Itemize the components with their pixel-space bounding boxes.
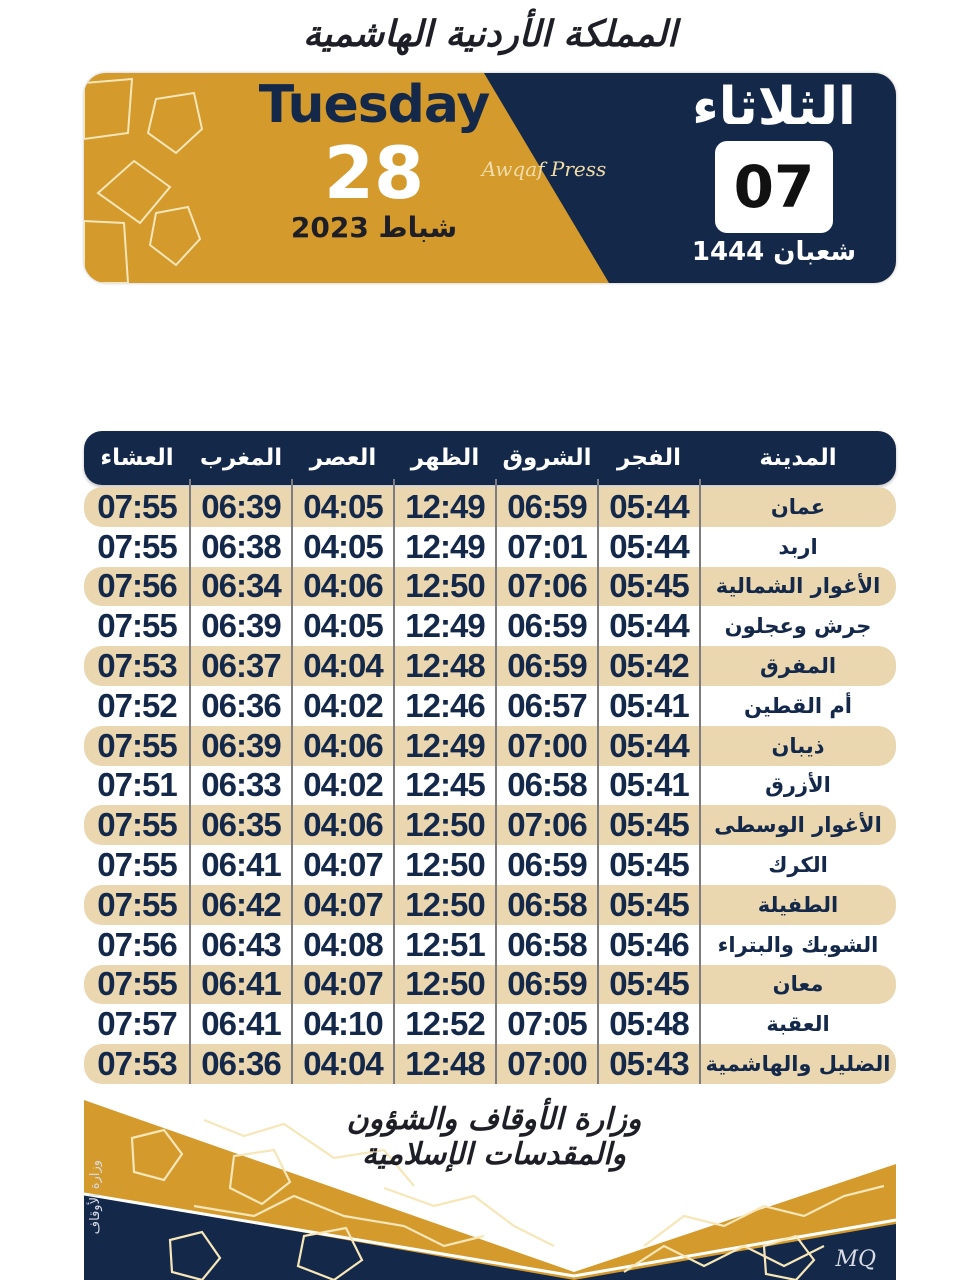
isha-time: 07:55: [97, 846, 177, 884]
asr-time: 04:07: [303, 846, 383, 884]
fajr-time: 05:45: [609, 846, 689, 884]
shurooq-time: 06:59: [507, 846, 587, 884]
column-header-city: المدينة: [759, 445, 837, 471]
isha-time: 07:56: [97, 925, 177, 963]
prayer-times-table: [84, 431, 896, 1084]
maghrib-time: 06:41: [201, 965, 281, 1003]
maghrib-time: 06:36: [201, 686, 281, 724]
table-header: [84, 431, 896, 485]
column-header-shurooq: الشروق: [502, 445, 592, 471]
city-name: الأزرق: [765, 773, 831, 798]
fajr-time: 05:44: [609, 726, 689, 764]
asr-time: 04:10: [303, 1005, 383, 1043]
city-name: المفرق: [759, 654, 837, 679]
asr-time: 04:04: [303, 647, 383, 685]
designer-signature: MQ: [835, 1247, 876, 1272]
hijri-month-year: شعبان 1444: [691, 237, 857, 267]
column-header-maghrib: المغرب: [199, 445, 283, 471]
column-header-asr: العصر: [309, 445, 377, 471]
fajr-time: 05:45: [609, 806, 689, 844]
asr-time: 04:04: [303, 1045, 383, 1083]
maghrib-time: 06:43: [201, 925, 281, 963]
dhuhr-time: 12:48: [405, 647, 485, 685]
city-name: الطفيلة: [757, 892, 839, 917]
city-name: الكرك: [768, 853, 828, 878]
shurooq-time: 07:01: [507, 527, 587, 565]
table-row: [84, 965, 896, 1005]
maghrib-time: 06:37: [201, 647, 281, 685]
fajr-time: 05:42: [609, 647, 689, 685]
maghrib-time: 06:38: [201, 527, 281, 565]
dhuhr-time: 12:49: [405, 726, 485, 764]
isha-time: 07:57: [97, 1005, 177, 1043]
shurooq-time: 07:06: [507, 806, 587, 844]
maghrib-time: 06:39: [201, 726, 281, 764]
dhuhr-time: 12:49: [405, 527, 485, 565]
isha-time: 07:55: [97, 965, 177, 1003]
isha-time: 07:55: [97, 527, 177, 565]
hijri-day: 07: [715, 141, 833, 233]
table-body: [84, 487, 896, 1084]
fajr-time: 05:45: [609, 965, 689, 1003]
shurooq-time: 06:59: [507, 487, 587, 525]
isha-time: 07:55: [97, 806, 177, 844]
shurooq-time: 06:58: [507, 925, 587, 963]
city-name: اربد: [778, 534, 818, 559]
city-name: العقبة: [766, 1012, 830, 1037]
table-row: [84, 487, 896, 527]
city-name: الأغوار الوسطى: [714, 813, 882, 838]
table-row: [84, 686, 896, 726]
footer-banner: [84, 1096, 896, 1280]
column-header-dhuhr: الظهر: [410, 445, 480, 471]
asr-time: 04:08: [303, 925, 383, 963]
shurooq-time: 07:00: [507, 726, 587, 764]
fajr-time: 05:46: [609, 925, 689, 963]
dhuhr-time: 12:49: [405, 607, 485, 645]
fajr-time: 05:41: [609, 686, 689, 724]
dhuhr-time: 12:52: [405, 1005, 485, 1043]
city-name: جرش وعجلون: [724, 614, 872, 639]
city-name: أم القطين: [743, 693, 853, 718]
asr-time: 04:02: [303, 686, 383, 724]
dhuhr-time: 12:50: [405, 567, 485, 605]
column-header-isha: العشاء: [100, 445, 174, 471]
maghrib-time: 06:34: [201, 567, 281, 605]
table-row: [84, 726, 896, 766]
isha-time: 07:55: [97, 726, 177, 764]
dhuhr-time: 12:46: [405, 686, 485, 724]
isha-time: 07:55: [97, 487, 177, 525]
awqaf-press-watermark: Awqaf Press: [481, 157, 607, 181]
city-name: عمان: [770, 494, 826, 519]
maghrib-time: 06:33: [201, 766, 281, 804]
geometric-pattern-icon: [84, 73, 204, 283]
dhuhr-time: 12:51: [405, 925, 485, 963]
fajr-time: 05:44: [609, 487, 689, 525]
asr-time: 04:06: [303, 567, 383, 605]
city-name: الأغوار الشمالية: [715, 574, 881, 599]
asr-time: 04:07: [303, 965, 383, 1003]
table-row: [84, 1004, 896, 1044]
isha-time: 07:55: [97, 885, 177, 923]
shurooq-time: 07:00: [507, 1045, 587, 1083]
fajr-time: 05:45: [609, 567, 689, 605]
asr-time: 04:05: [303, 607, 383, 645]
city-name: الشوبك والبتراء: [717, 932, 879, 957]
vertical-ministry-label: وزارة الأوقاف: [88, 1160, 103, 1235]
shurooq-time: 06:59: [507, 607, 587, 645]
shurooq-time: 06:59: [507, 647, 587, 685]
table-row: [84, 805, 896, 845]
maghrib-time: 06:41: [201, 846, 281, 884]
city-name: معان: [772, 972, 824, 997]
isha-time: 07:55: [97, 607, 177, 645]
table-row: [84, 527, 896, 567]
kingdom-title: المملكة الأردنية الهاشمية: [303, 13, 677, 55]
table-row: [84, 1044, 896, 1084]
maghrib-time: 06:39: [201, 607, 281, 645]
ministry-name: وزارة الأوقاف والشؤون والمقدسات الإسلامية: [346, 1102, 642, 1172]
isha-time: 07:53: [97, 647, 177, 685]
hijri-date: [664, 73, 884, 267]
gregorian-day: 28: [323, 131, 425, 215]
gregorian-month-year: شباط 2023: [290, 211, 458, 244]
shurooq-time: 06:57: [507, 686, 587, 724]
shurooq-time: 07:06: [507, 567, 587, 605]
asr-time: 04:02: [303, 766, 383, 804]
fajr-time: 05:44: [609, 607, 689, 645]
fajr-time: 05:41: [609, 766, 689, 804]
fajr-time: 05:48: [609, 1005, 689, 1043]
fajr-time: 05:44: [609, 527, 689, 565]
dhuhr-time: 12:45: [405, 766, 485, 804]
dhuhr-time: 12:50: [405, 846, 485, 884]
asr-time: 04:06: [303, 806, 383, 844]
weekday-arabic: الثلاثاء: [692, 77, 856, 137]
maghrib-time: 06:42: [201, 885, 281, 923]
dhuhr-time: 12:50: [405, 965, 485, 1003]
isha-time: 07:51: [97, 766, 177, 804]
date-card: [84, 73, 896, 283]
isha-time: 07:53: [97, 1045, 177, 1083]
table-row: [84, 925, 896, 965]
isha-time: 07:56: [97, 567, 177, 605]
fajr-time: 05:45: [609, 885, 689, 923]
dhuhr-time: 12:50: [405, 806, 485, 844]
asr-time: 04:05: [303, 487, 383, 525]
table-row: [84, 885, 896, 925]
table-row: [84, 606, 896, 646]
shurooq-time: 06:58: [507, 766, 587, 804]
table-row: [84, 766, 896, 806]
dhuhr-time: 12:48: [405, 1045, 485, 1083]
maghrib-time: 06:39: [201, 487, 281, 525]
dhuhr-time: 12:49: [405, 487, 485, 525]
maghrib-time: 06:41: [201, 1005, 281, 1043]
weekday-english: Tuesday: [258, 75, 490, 135]
city-name: الضليل والهاشمية: [705, 1052, 891, 1077]
fajr-time: 05:43: [609, 1045, 689, 1083]
column-header-fajr: الفجر: [617, 445, 681, 471]
city-name: ذيبان: [771, 733, 825, 758]
table-row: [84, 845, 896, 885]
shurooq-time: 06:58: [507, 885, 587, 923]
maghrib-time: 06:36: [201, 1045, 281, 1083]
isha-time: 07:52: [97, 686, 177, 724]
shurooq-time: 06:59: [507, 965, 587, 1003]
table-row: [84, 567, 896, 607]
table-row: [84, 646, 896, 686]
maghrib-time: 06:35: [201, 806, 281, 844]
asr-time: 04:07: [303, 885, 383, 923]
dhuhr-time: 12:50: [405, 885, 485, 923]
asr-time: 04:06: [303, 726, 383, 764]
shurooq-time: 07:05: [507, 1005, 587, 1043]
asr-time: 04:05: [303, 527, 383, 565]
